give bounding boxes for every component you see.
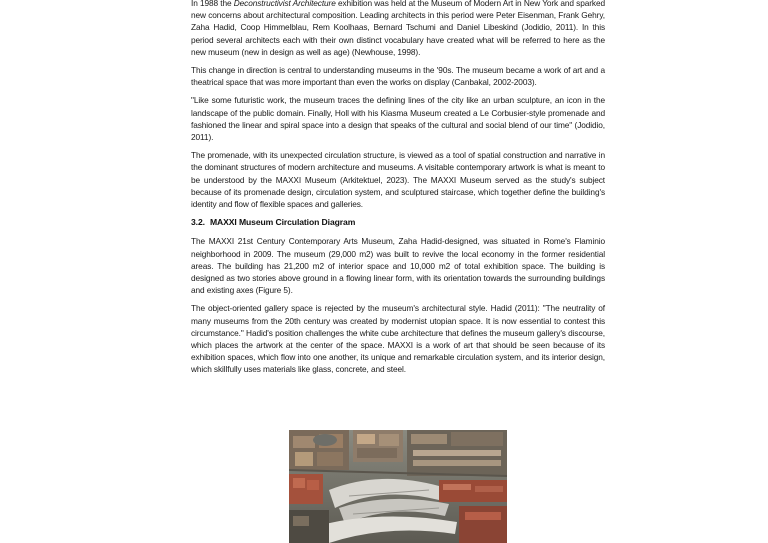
exhibition-title: Deconstructivist Architecture	[233, 0, 336, 8]
paragraph-maxxi-site: The MAXXI 21st Century Contemporary Arts Museum, Zaha Hadid-designed, was situated in Rome's Flaminio neighborhood in 2009. The museum (29,000 m2) was built to revive the local economy in the former residential areas. The building has 21,200 m2 of interior space and 10,000 m2 of total exhibition space. The building is designed as two stories above ground in a flowing linear form, with its orientation towards the surrounding buildings and existing axes (Figure 5).	[191, 236, 605, 296]
paragraph-promenade: The promenade, with its unexpected circulation structure, is viewed as a tool of spatial construction and narrative in the dominant structures of modern architecture and museums. A visitable contemporary artwork is what is meant to be understood by the MAXXI Museum (Arkitektuel, 2023). The MAXXI Museum served as the study's subject because of its promenade design, circulation system, and sculptured staircase, which together define the building's identity and flow of flexible spaces and galleries.	[191, 150, 605, 210]
aerial-photo-graphic	[289, 430, 507, 543]
paragraph-intro-rest: exhibition was held at the Museum of Modern Art in New York and sparked new concerns about architectural composition. Leading architects in this period were Peter Eisenman, Frank Gehry, Zaha Hadid, Coop Himmelblau, Rem Koolhaas, Bernard Tschumi and Daniel Libeskind (Jodidio, 2011). In this period several architects each with their own distinct vocabulary have created what will be referred to here as the new museum (new in design as well as age) (Newhouse, 1998).	[191, 0, 605, 57]
aerial-photo-maxxi	[289, 430, 507, 543]
paragraph-maxxi-style: The object-oriented gallery space is rejected by the museum's architectural style. Hadid (2011): "The neutrality of many museums from the 20th century was created by modernist utopian space. It is now essential to contest this circumstance." Hadid's position challenges the white cube architecture that defines the museum gallery's discourse, which places the artwork at the center of the space. MAXXI is a work of art that should be seen because of its exhibition spaces, which flow into one another, its unique and remarkable circulation system, and its interior design, which skillfully uses materials like glass, concrete, and steel.	[191, 303, 605, 375]
paragraph-quote: "Like some futuristic work, the museum traces the defining lines of the city like an urban sculpture, an icon in the landscape of the public domain. Finally, Holl with his Kiasma Museum created a Le Corbusier-style promenade and fashioned the linear and spiral space into a design that speaks of the cultural and social blend of our time" (Jodidio, 2011).	[191, 95, 605, 143]
section-title: MAXXI Museum Circulation Diagram	[209, 217, 356, 228]
text-column	[191, 0, 605, 382]
paragraph-intro-lead: In 1988 the	[191, 0, 234, 8]
section-heading	[191, 216, 605, 228]
paragraph-intro	[191, 0, 605, 58]
section-number: 3.2.	[191, 217, 205, 228]
paragraph-direction: This change in direction is central to understanding museums in the '90s. The museum became a work of art and a theatrical space that was more important than even the works on display (Canbakal, 2002-2003).	[191, 65, 605, 88]
